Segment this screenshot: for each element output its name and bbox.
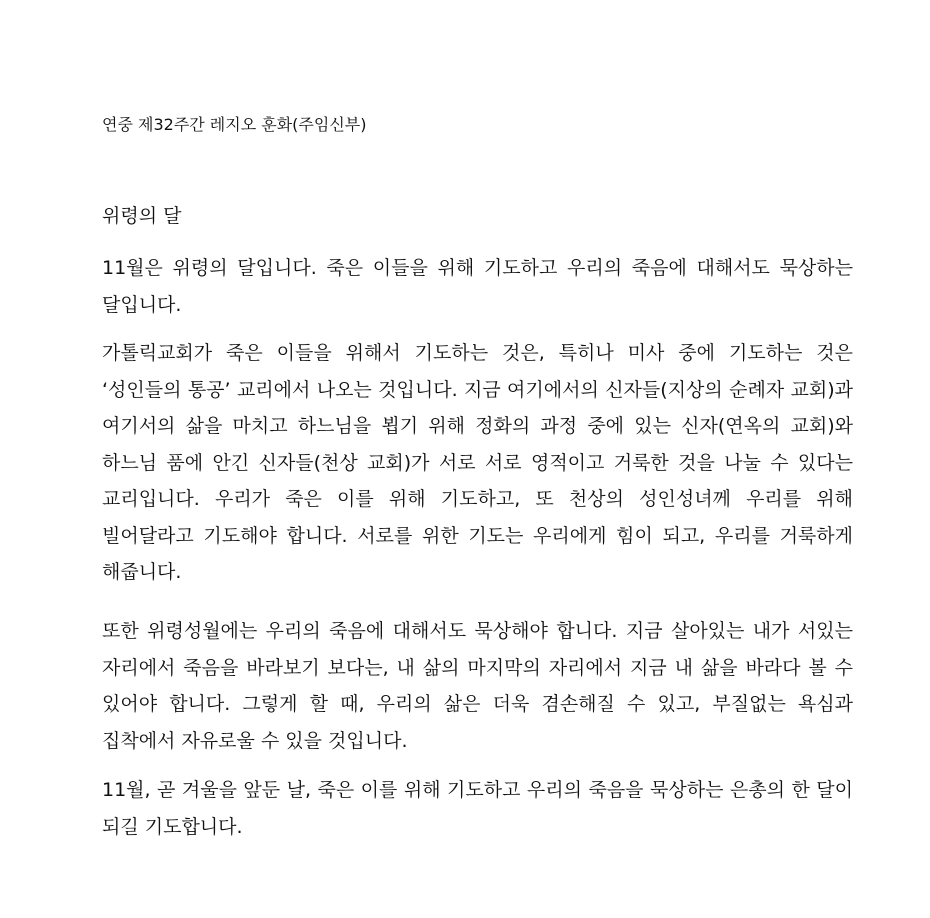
- section-heading: 위령의 달: [102, 205, 182, 227]
- paragraph-4: 11월, 곧 겨울을 앞둔 날, 죽은 이를 위해 기도하고 우리의 죽음을 묵상하는 은총의 한 달이 되길 기도합니다.: [102, 779, 853, 838]
- paragraph-3: 또한 위령성월에는 우리의 죽음에 대해서도 묵상해야 합니다. 지금 살아있는 내가 서있는 자리에서 죽음을 바라보기 보다는, 내 삶의 마지막의 자리에서 지금 내 삶을 바라다 볼 수 있어야 합니다. 그렇게 할 때, 우리의 삶은 더욱 겸손해질 수 있고, 부질없는 욕심과 집착에서 자유로울 수 있을 것입니다.: [102, 620, 853, 752]
- paragraph-2: 가톨릭교회가 죽은 이들을 위해서 기도하는 것은, 특히나 미사 중에 기도하는 것은 ‘성인들의 통공’ 교리에서 나오는 것입니다. 지금 여기에서의 신자들(지상의 순례자 교회)과 여기서의 삶을 마치고 하느님을 뵙기 위해 정화의 과정 중에 있는 신자(연옥의 교회)와 하느님 품에 안긴 신자들(천상 교회)가 서로 서로 영적이고 거룩한 것을 나눌 수 있다는 교리입니다. 우리가 죽은 이를 위해 기도하고, 또 천상의 성인성녀께 우리를 위해 빌어달라고 기도해야 합니다. 서로를 위한 기도는 우리에게 힘이 되고, 우리를 거룩하게 해줍니다.: [102, 342, 853, 583]
- paragraph-1: 11월은 위령의 달입니다. 죽은 이들을 위해 기도하고 우리의 죽음에 대해서도 묵상하는 달입니다.: [102, 257, 853, 316]
- document-title: 연중 제32주간 레지오 훈화(주임신부): [102, 115, 367, 134]
